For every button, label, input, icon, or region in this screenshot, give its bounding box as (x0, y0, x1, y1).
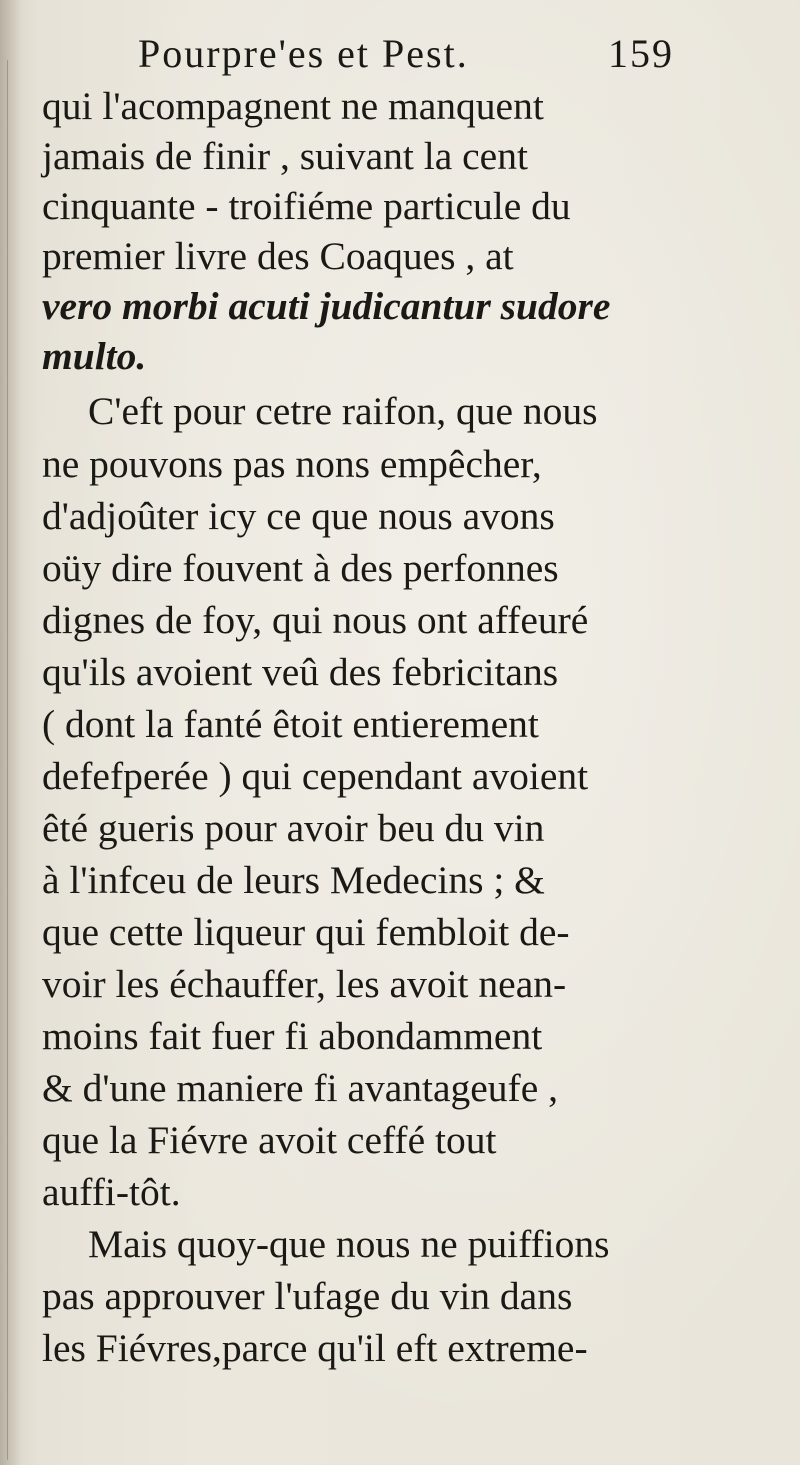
text-line: qu'ils avoient veû des febricitans (42, 650, 559, 694)
text-line: ne pouvons pas nons empêcher, (42, 442, 542, 486)
text-line: que la Fiévre avoit ceffé tout (42, 1118, 497, 1162)
text-line: & d'une maniere fi avantageufe , (42, 1066, 558, 1110)
text-line: êté gueris pour avoir beu du vin (42, 806, 545, 850)
running-head-title: Pourpre'es et Pest. (138, 31, 469, 76)
text-line: auffi-tôt. (42, 1170, 181, 1214)
text-line: cinquante - troifiéme particule du (42, 184, 571, 228)
text-line: les Fiévres,parce qu'il eft extreme- (42, 1326, 588, 1370)
text-line: moins fait fuer fi abondamment (42, 1014, 543, 1058)
text-line: ( dont la fanté êtoit entierement (42, 702, 539, 746)
running-head (138, 30, 674, 80)
page-number: 159 (608, 31, 674, 76)
text-line: oüy dire fouvent à des perfonnes (42, 546, 559, 590)
paragraph-start: Mais quoy-que nous ne puiffions (88, 1222, 610, 1266)
paragraph-start: C'eft pour cetre raifon, que nous (88, 389, 598, 433)
text-line: jamais de finir , suivant la cent (42, 134, 528, 178)
text-line: dignes de foy, qui nous ont affeuré (42, 598, 589, 642)
page-gutter-shadow (0, 0, 22, 1465)
text-line-latin: vero morbi acuti judicantur sudore (42, 284, 611, 328)
page-gutter-edge (7, 60, 8, 1460)
text-line: pas approuver l'ufage du vin dans (42, 1274, 573, 1318)
text-line: defefperée ) qui cependant avoient (42, 754, 589, 798)
text-line: d'adjoûter icy ce que nous avons (42, 494, 555, 538)
text-line: que cette liqueur qui fembloit de- (42, 910, 570, 954)
text-line: voir les échauffer, les avoit nean- (42, 962, 567, 1006)
text-line: premier livre des Coaques , at (42, 234, 514, 278)
text-line-latin: multo. (42, 334, 147, 378)
text-line: à l'infceu de leurs Medecins ; & (42, 858, 545, 902)
text-line: qui l'acompagnent ne manquent (42, 84, 544, 128)
